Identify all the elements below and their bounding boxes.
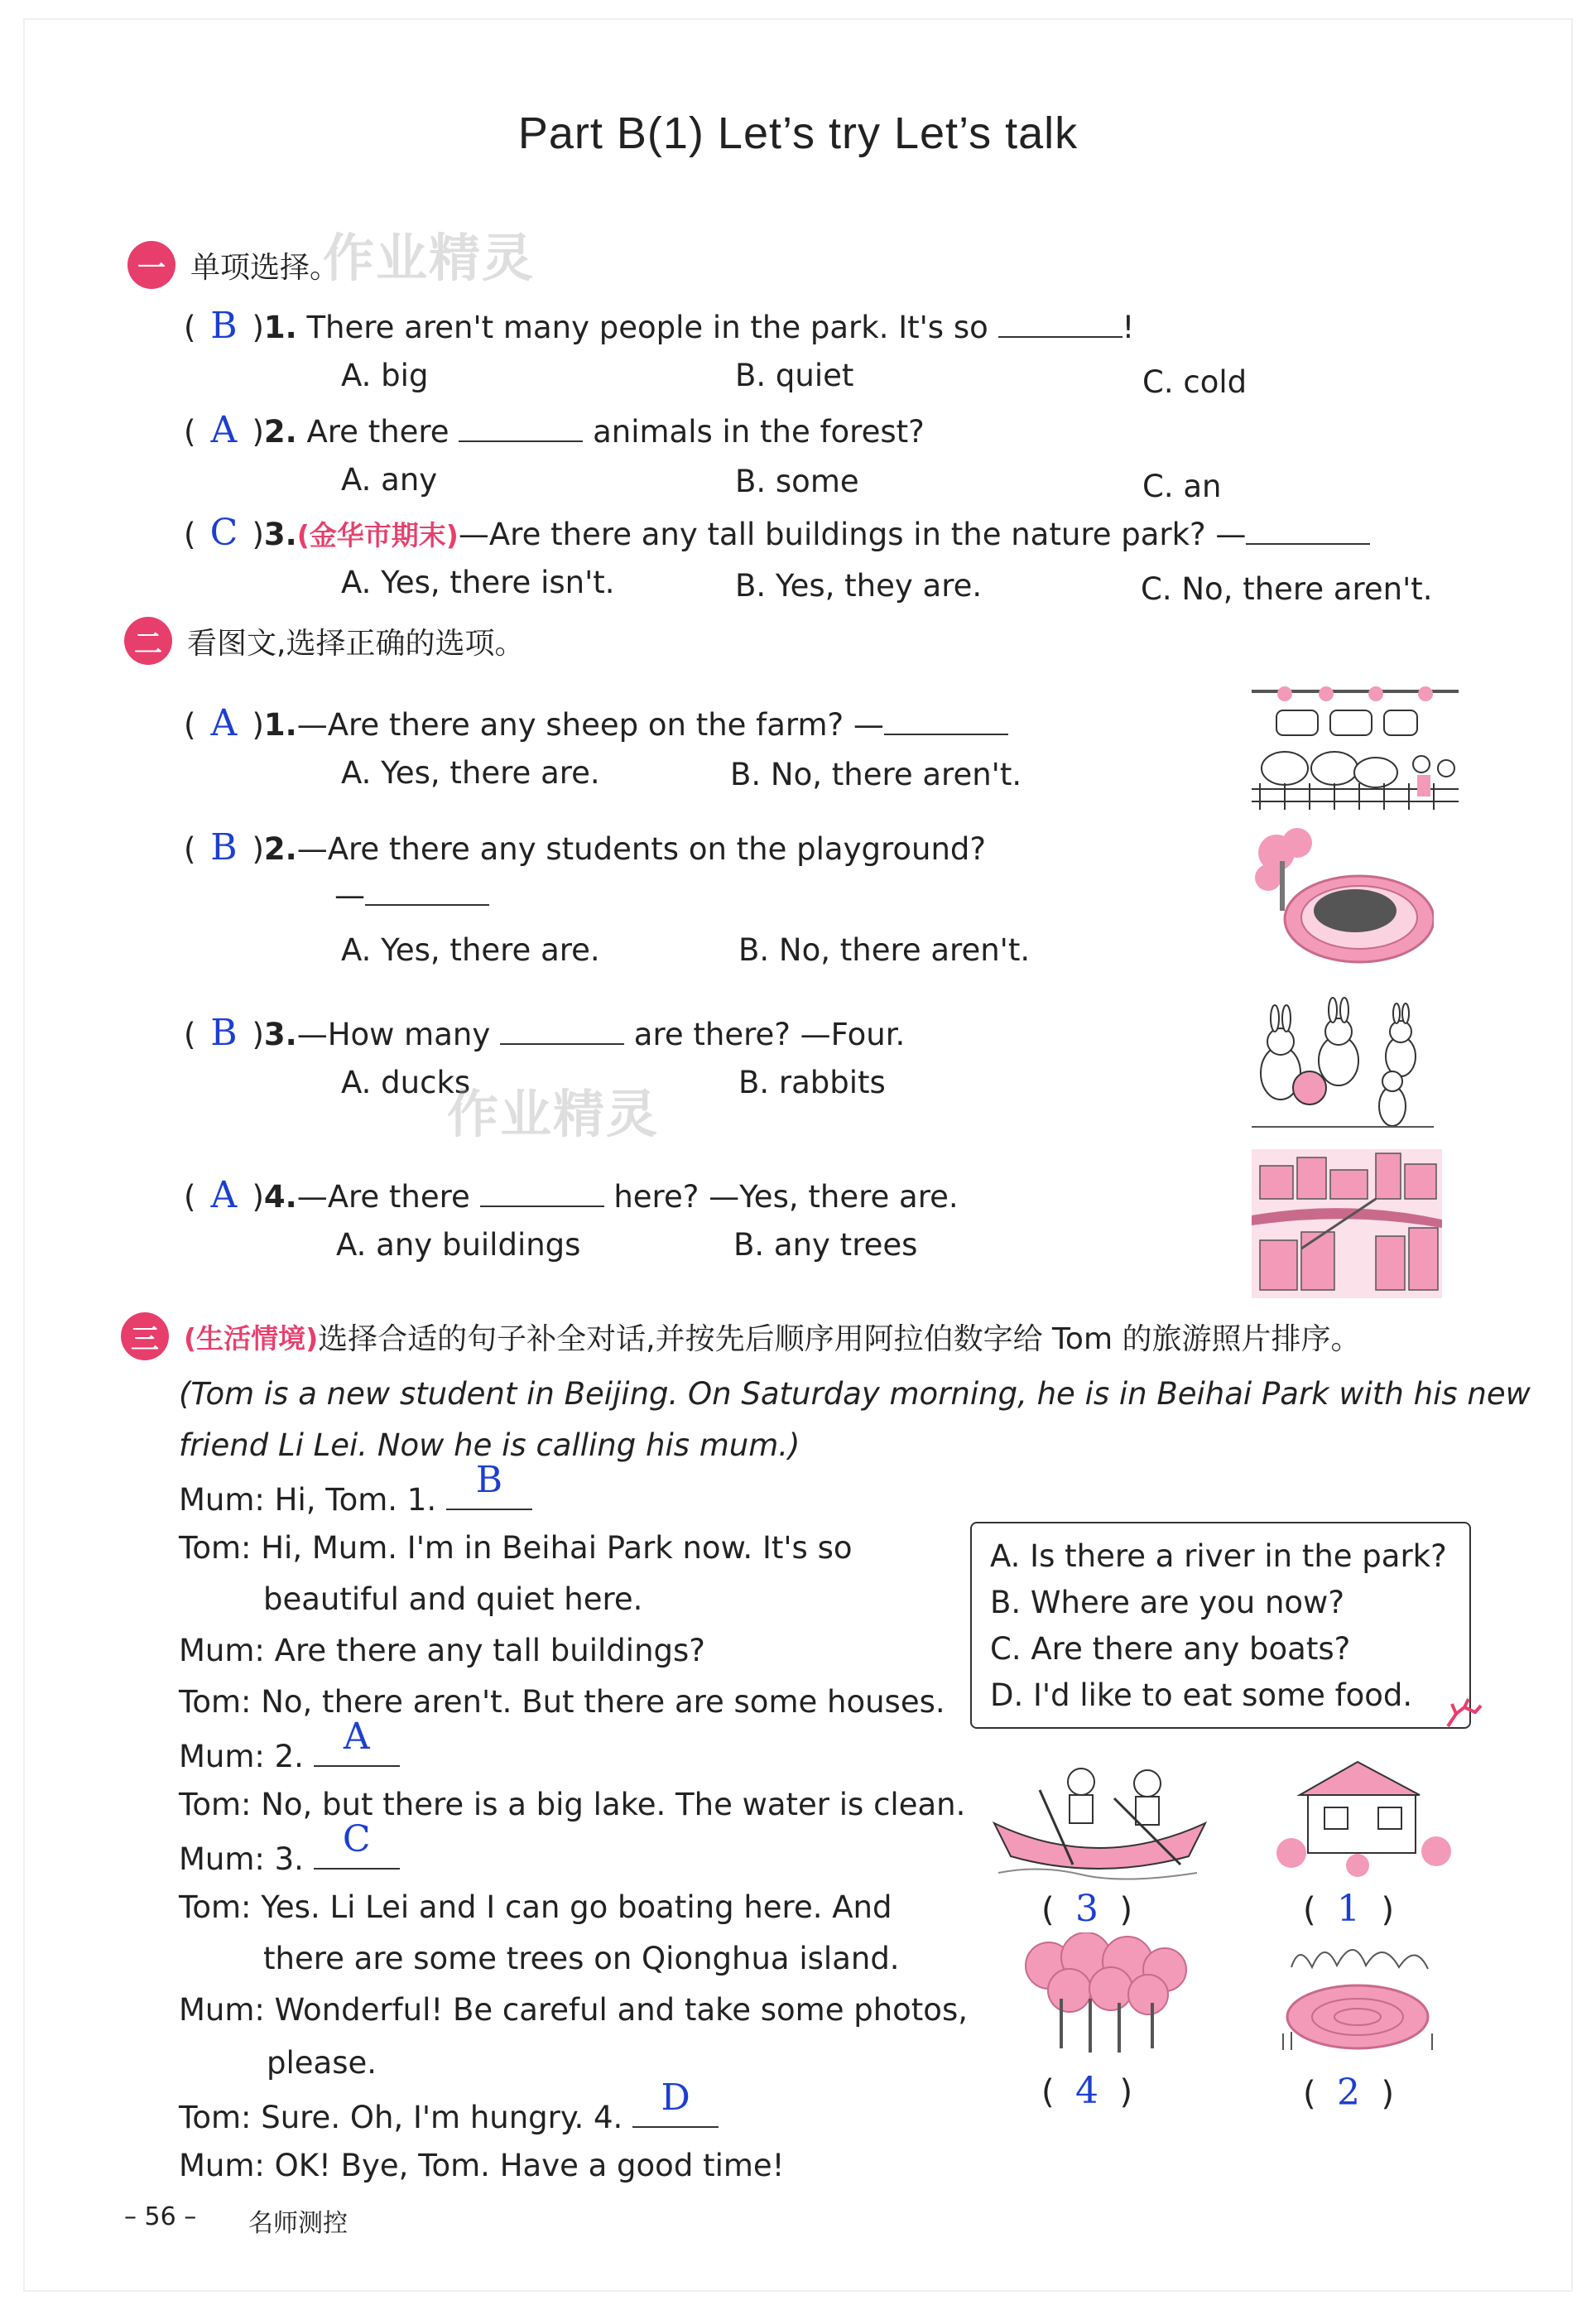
s1-q2: ( A )2. Are there animals in the forest? (184, 409, 925, 451)
s1-q3-opt-c: C. No, there aren't. (1141, 571, 1433, 607)
house-photo (1275, 1754, 1453, 1878)
s2-q1: ( A )1.—Are there any sheep on the farm? — (184, 702, 1008, 744)
watermark: 作业精灵 (323, 228, 536, 288)
dialogue-line: Mum: Hi, Tom. 1. B (179, 1479, 532, 1518)
rabbits-picture (1252, 990, 1434, 1131)
s2-q3: ( B )3.—How many are there? —Four. (184, 1012, 906, 1054)
blank (884, 704, 1008, 735)
section-2-heading (124, 616, 524, 666)
section-1-heading (127, 240, 339, 290)
lake-photo (1275, 1934, 1445, 2058)
dialogue-line: Tom: No, but there is a big lake. The water is clean. (179, 1787, 966, 1822)
farm-sheep-picture (1252, 686, 1459, 818)
s2-q2-opt-b: B. No, there aren't. (738, 932, 1031, 968)
blank (446, 1459, 532, 1510)
s2-q1-opt-b: B. No, there aren't. (730, 757, 1022, 792)
dialogue-line: please. (267, 2045, 377, 2081)
boating-photo (990, 1757, 1209, 1881)
answer: A (343, 1716, 370, 1758)
answer: D (661, 2077, 690, 2119)
coral-decoration-icon (1444, 1697, 1485, 1730)
photo-order-trees: ( 4 ) (1041, 2070, 1133, 2112)
blank (500, 1013, 624, 1045)
blank (365, 874, 489, 906)
blank (480, 1176, 604, 1207)
photo-order-house: ( 1 ) (1303, 1888, 1395, 1930)
s1-q3: ( C )3.(金华市期末)—Are there any tall buildings in the nature park? — (184, 512, 1370, 554)
answer: A (210, 702, 238, 744)
intro-line-2: friend Li Lei. Now he is calling his mum.) (179, 1427, 800, 1463)
options-box (970, 1522, 1471, 1729)
s1-q1: ( B )1. There aren't many people in the park. It's so ! (184, 305, 1135, 347)
option-c: C. Are there any boats? (990, 1631, 1351, 1667)
s2-q4: ( A )4.—Are there here? —Yes, there are. (184, 1174, 959, 1216)
page-number: – 56 – (124, 2202, 197, 2231)
answer: B (210, 1012, 238, 1054)
s2-q2-reply: — (334, 874, 489, 913)
dialogue-line: Mum: OK! Bye, Tom. Have a good time! (179, 2148, 785, 2183)
photo-order-boat: ( 3 ) (1041, 1888, 1133, 1930)
s1-q1-opt-b: B. quiet (735, 358, 854, 393)
s1-q1-opt-a: A. big (341, 358, 429, 393)
dialogue-line: Mum: 3. C (179, 1838, 400, 1877)
watermark: 作业精灵 (447, 1084, 660, 1144)
s1-q1-opt-c: C. cold (1142, 364, 1247, 400)
dialogue-line: Tom: Hi, Mum. I'm in Beihai Park now. It's so (179, 1530, 853, 1566)
dialogue-line: Mum: Wonderful! Be careful and take some photos, (179, 1992, 968, 2028)
s1-q3-opt-b: B. Yes, they are. (735, 568, 983, 604)
blank (1246, 513, 1370, 545)
s2-q2: ( B )2.—Are there any students on the playground? (184, 826, 987, 869)
dialogue-line: there are some trees on Qionghua island. (263, 1941, 900, 1976)
blank (459, 411, 583, 442)
answer: B (210, 826, 238, 869)
section-badge: 二 (124, 617, 172, 665)
s2-q3-opt-b: B. rabbits (738, 1065, 886, 1100)
section-title: 选择合适的句子补全对话,并按先后顺序用阿拉伯数字给 Tom 的旅游照片排序。 (318, 1321, 1361, 1356)
section-title: 单项选择。 (190, 250, 340, 285)
photo-order-lake: ( 2 ) (1303, 2072, 1395, 2114)
section-tag: (生活情境) (184, 1321, 319, 1355)
city-buildings-picture (1252, 1149, 1442, 1298)
blank (998, 306, 1122, 338)
brand-label: 名师测控 (248, 2209, 348, 2238)
blank (314, 1818, 400, 1870)
dialogue-line: Tom: No, there aren't. But there are some houses. (179, 1684, 945, 1720)
dialogue-line: Tom: Yes. Li Lei and I can go boating here. And (179, 1889, 892, 1925)
s2-q2-opt-a: A. Yes, there are. (341, 932, 600, 968)
section-title: 看图文,选择正确的选项。 (187, 626, 525, 661)
answer: A (210, 1174, 238, 1216)
answer: C (209, 512, 238, 554)
s2-q3-opt-a: A. ducks (341, 1065, 471, 1100)
s2-q4-opt-a: A. any buildings (336, 1227, 581, 1263)
s2-q4-opt-b: B. any trees (733, 1227, 918, 1263)
option-d: D. I'd like to eat some food. (990, 1677, 1413, 1713)
section-badge: 三 (121, 1312, 169, 1360)
dialogue-line: Mum: Are there any tall buildings? (179, 1633, 705, 1668)
option-b: B. Where are you now? (990, 1585, 1344, 1620)
dialogue-line: Tom: Sure. Oh, I'm hungry. 4. D (179, 2096, 719, 2135)
blank (632, 2077, 719, 2128)
option-a: A. Is there a river in the park? (990, 1538, 1447, 1574)
playground-picture (1252, 828, 1434, 969)
intro-line-1: (Tom is a new student in Beijing. On Saturday morning, he is in Beihai Park with his new (179, 1376, 1531, 1412)
answer: B (475, 1459, 503, 1501)
answer: B (210, 305, 238, 347)
section-badge: 一 (127, 241, 175, 289)
s1-q2-opt-c: C. an (1142, 469, 1222, 504)
trees-photo (1020, 1932, 1194, 2057)
section-3-heading (121, 1311, 1360, 1361)
s2-q1-opt-a: A. Yes, there are. (341, 755, 600, 791)
answer: C (342, 1818, 371, 1860)
dialogue-line: beautiful and quiet here. (263, 1581, 643, 1617)
answer: A (210, 409, 238, 451)
s1-q3-opt-a: A. Yes, there isn't. (341, 565, 615, 600)
blank (314, 1716, 400, 1767)
s1-q2-opt-a: A. any (341, 462, 438, 498)
page-title: Part B(1) Let’s try Let’s talk (517, 108, 1079, 158)
dialogue-line: Mum: 2. A (179, 1735, 400, 1774)
s1-q2-opt-b: B. some (735, 464, 859, 499)
